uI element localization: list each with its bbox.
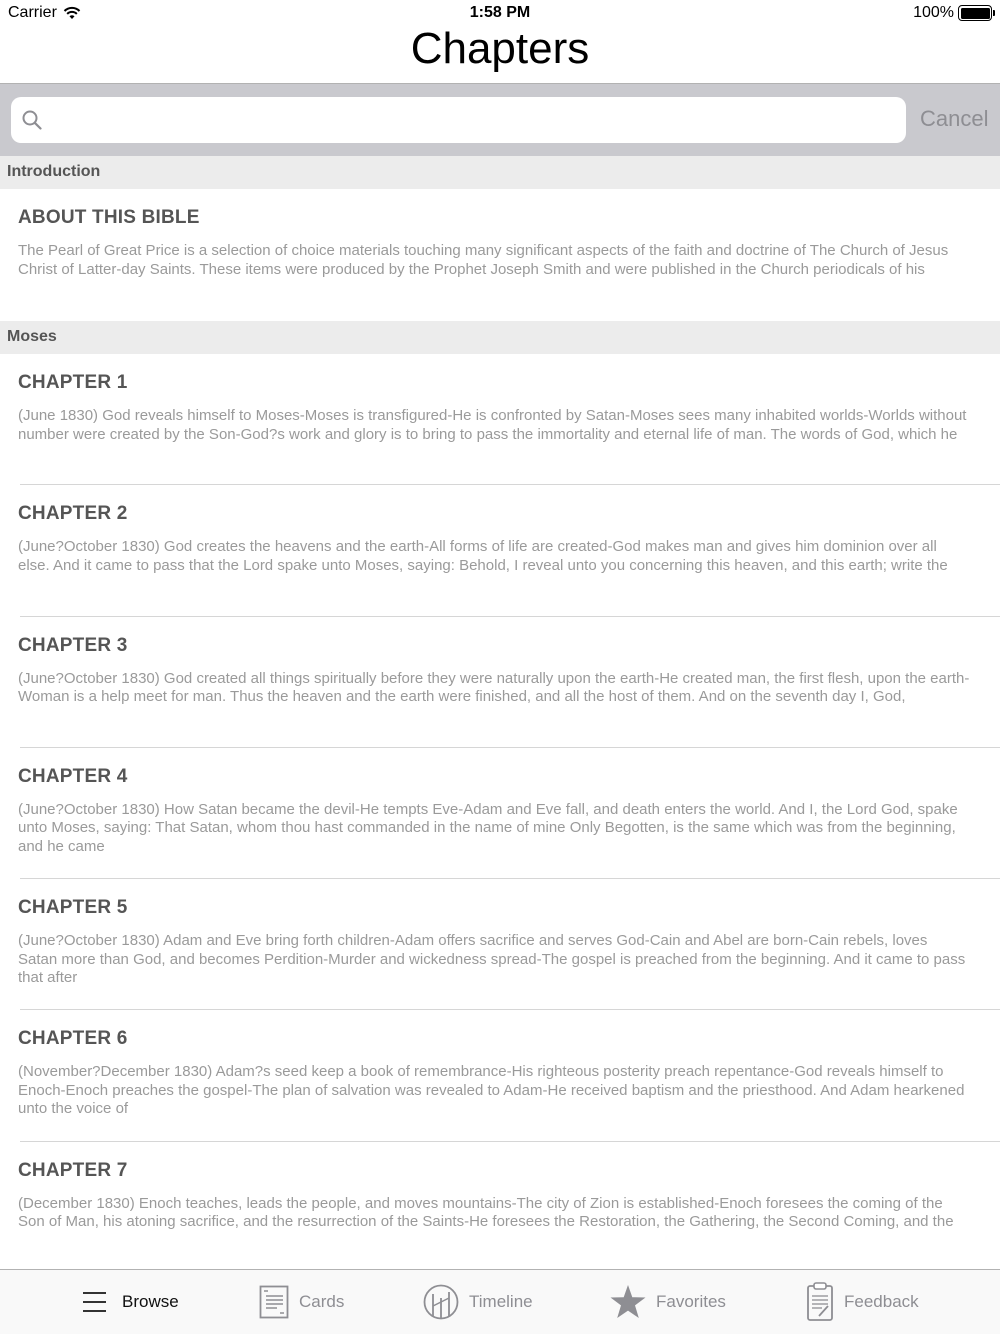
section-header-moses: Moses xyxy=(0,321,1000,354)
list-item[interactable] xyxy=(0,1010,1000,1141)
cancel-button[interactable]: Cancel xyxy=(920,106,989,131)
timeline-icon xyxy=(423,1284,459,1320)
status-time: 1:58 PM xyxy=(469,4,531,21)
row-summary: (June?October 1830) Adam and Eve bring forth children-Adam offers sacrifice and serves God-Cain and Abel are born-Cain rebels, loves Satan more than God, and becomes Perdition-Murder and wickedness spread-The gospel is preached from the beginning. And it came to pass that after xyxy=(18,932,966,987)
list-item[interactable] xyxy=(0,617,1000,748)
row-title: ABOUT THIS BIBLE xyxy=(18,207,200,228)
tab-timeline[interactable] xyxy=(423,1270,533,1334)
tab-label: Feedback xyxy=(844,1292,919,1311)
row-summary: (June?October 1830) God creates the heavens and the earth-All forms of life are created-God makes man and gives him dominion over all else. And it came to pass that the Lord spake unto Moses, saying: Behold, I reveal unto you concerning this heaven, and this earth; write the xyxy=(18,538,948,574)
tab-label: Browse xyxy=(122,1292,179,1311)
page-title: Chapters xyxy=(410,24,590,73)
tab-favorites[interactable] xyxy=(610,1270,726,1334)
menu-icon xyxy=(82,1290,108,1314)
search-input[interactable] xyxy=(55,105,895,135)
row-title: CHAPTER 7 xyxy=(18,1159,128,1181)
row-summary: (June?October 1830) God created all things spiritually before they were naturally upon the earth-He created man, the first flesh, upon the earth-Woman is a help meet for man. Thus the heaven and the earth were finished, and all the host of them. And on the seventh day I, God, xyxy=(18,669,970,706)
tab-cards[interactable] xyxy=(259,1270,344,1334)
tab-label: Favorites xyxy=(656,1292,726,1311)
row-title: CHAPTER 6 xyxy=(18,1028,128,1050)
list-item[interactable] xyxy=(0,1142,1000,1269)
row-summary: (December 1830) Enoch teaches, leads the people, and moves mountains-The city of Zion is established-Enoch foresees the coming of the Son of Man, his atoning sacrifice, and the resurrection of the Saints-He foresees the Restoration, the Gathering, the Second Coming, and the xyxy=(18,1194,954,1231)
list-item[interactable] xyxy=(0,354,1000,485)
list-item[interactable] xyxy=(0,485,1000,616)
row-title: CHAPTER 2 xyxy=(18,503,128,525)
tab-feedback[interactable] xyxy=(806,1270,919,1334)
carrier-label: Carrier xyxy=(8,4,57,21)
clipboard-icon xyxy=(806,1282,834,1322)
section-header-introduction: Introduction xyxy=(0,156,1000,189)
search-bar xyxy=(0,84,1000,156)
cards-icon xyxy=(259,1285,289,1319)
star-icon xyxy=(610,1285,646,1319)
search-icon xyxy=(21,109,43,131)
list-item[interactable] xyxy=(0,748,1000,879)
tab-browse[interactable] xyxy=(82,1270,179,1334)
row-summary: (November?December 1830) Adam?s seed keep a book of remembrance-His righteous posterity preach repentance-God reveals himself to Enoch-Enoch preaches the gospel-The plan of salvation was revealed to Adam-He received baptism and the priesthood. And Adam hearkened unto the voice of xyxy=(18,1063,965,1118)
row-title: CHAPTER 5 xyxy=(18,897,128,919)
tab-bar xyxy=(0,1269,1000,1334)
list-item[interactable] xyxy=(0,879,1000,1010)
nav-bar xyxy=(0,24,1000,84)
battery-fill xyxy=(961,8,990,19)
row-title: CHAPTER 4 xyxy=(18,765,128,787)
tab-label: Cards xyxy=(299,1292,345,1311)
battery-percent: 100% xyxy=(913,4,954,21)
row-summary: (June 1830) God reveals himself to Moses-Moses is transfigured-He is confronted by Satan-Moses sees many inhabited worlds-Worlds without number were created by the Son-God?s work and glory is to bring to pass the immortality and eternal life of man. The words of God, which he xyxy=(18,407,967,443)
row-summary: (June?October 1830) How Satan became the devil-He tempts Eve-Adam and Eve fall, and death enters the world. And I, the Lord God, spake unto Moses, saying: That Satan, whom thou hast commanded in the name of mine Only Begotten, is the same which was from the beginning, and he came xyxy=(18,800,958,855)
chapter-list[interactable] xyxy=(0,156,1000,1269)
row-title: CHAPTER 1 xyxy=(18,372,128,393)
search-field[interactable] xyxy=(11,97,906,143)
status-right xyxy=(913,4,992,22)
row-summary: The Pearl of Great Price is a selection of choice materials touching many significant aspects of the faith and doctrine of The Church of Jesus Christ of Latter-day Saints. These items were produced by the Prophet Joseph Smith and were published in the Church periodicals of his xyxy=(18,242,949,278)
list-item[interactable] xyxy=(0,189,1000,321)
tab-label: Timeline xyxy=(469,1292,533,1311)
row-title: CHAPTER 3 xyxy=(18,634,128,656)
battery-icon xyxy=(958,5,992,21)
